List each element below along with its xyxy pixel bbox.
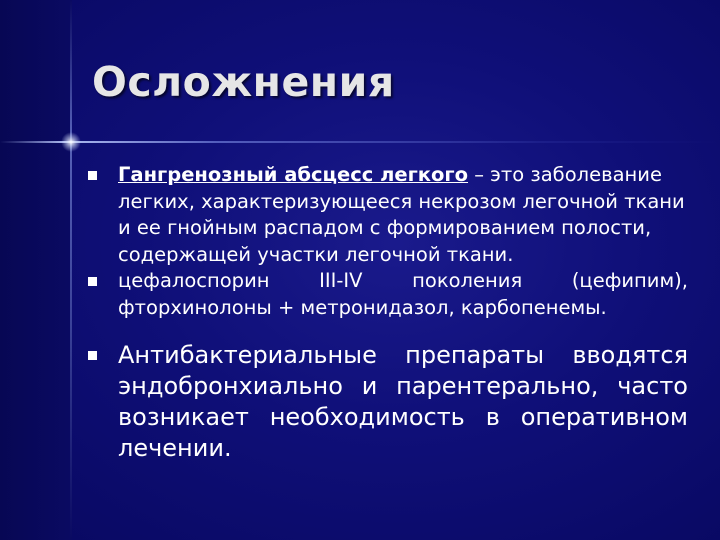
vertical-accent-line bbox=[70, 0, 72, 540]
slide-title: Осложнения bbox=[92, 58, 395, 106]
horizontal-accent-line bbox=[0, 141, 720, 143]
administration-text: Антибактериальные препараты вводятся эндобронхиально и парентерально, часто возникает необходимость в оперативном лечении. bbox=[118, 341, 688, 462]
bullet-square-icon bbox=[88, 277, 97, 286]
defined-term: Гангренозный абсцесс легкого bbox=[118, 163, 469, 186]
definition-text: – это заболевание легких, характеризующееся некрозом легочной ткани и ее гнойным распадом с формированием полости, содержащей участки легочной ткани. bbox=[118, 163, 685, 266]
bullet-list bbox=[88, 162, 688, 464]
bullet-square-icon bbox=[88, 351, 97, 360]
sparkle-icon bbox=[61, 132, 81, 152]
bullet-square-icon bbox=[88, 171, 97, 180]
bullet-item-definition bbox=[88, 162, 688, 268]
left-panel bbox=[0, 0, 72, 540]
drugs-text: цефалоспорин III-IV поколения (цефипим), фторхинолоны + метронидазол, карбопенемы. bbox=[118, 269, 688, 319]
bullet-item-administration bbox=[88, 340, 688, 464]
bullet-item-drugs bbox=[88, 268, 688, 321]
